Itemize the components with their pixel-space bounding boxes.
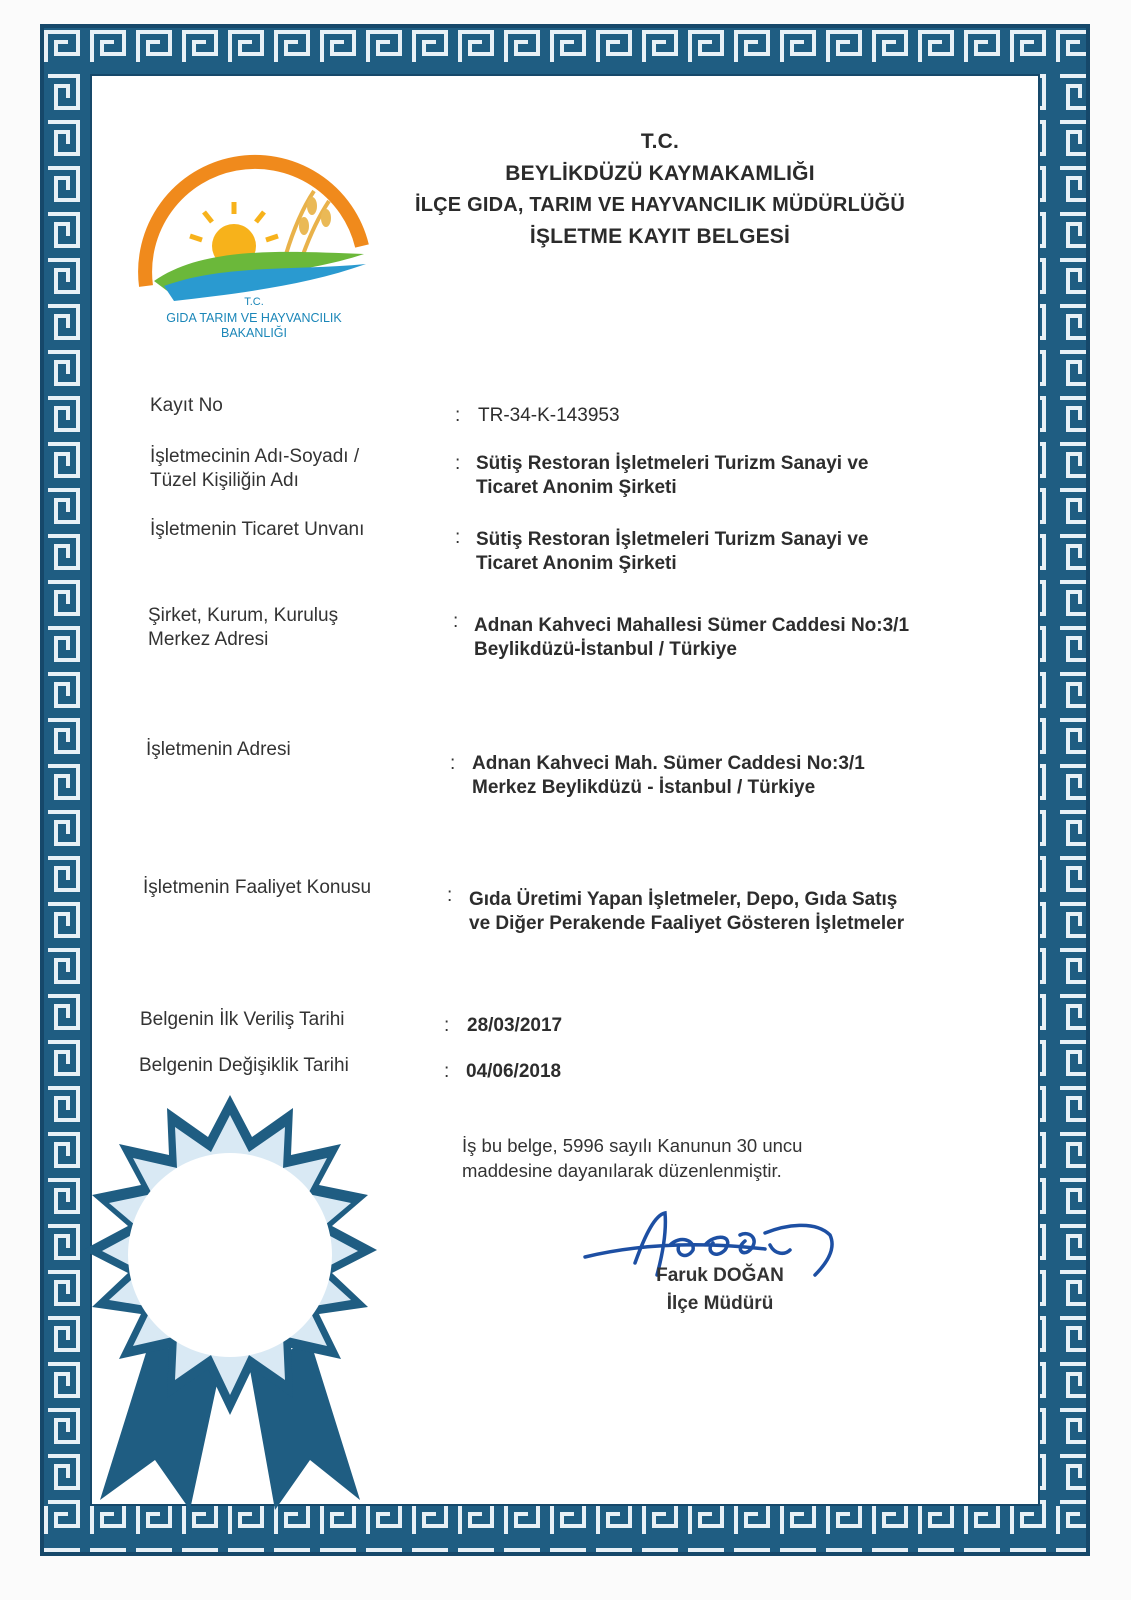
faaliyet-value-line1: Gıda Üretimi Yapan İşletmeler, Depo, Gıda Satış xyxy=(469,889,898,910)
faaliyet-value-line2: ve Diğer Perakende Faaliyet Gösteren İşletmeler xyxy=(469,913,905,934)
document-title: İŞLETME KAYIT BELGESİ xyxy=(529,225,791,248)
legal-note-line2: maddesine dayanılarak düzenlenmiştir. xyxy=(462,1160,782,1181)
faaliyet-value xyxy=(469,888,904,936)
kayit-no-label: Kayıt No xyxy=(150,395,223,416)
isletme-adresi-label: İşletmenin Adresi xyxy=(146,739,291,760)
logo-tc-text: T.C. xyxy=(244,296,264,308)
header-tc: T.C. xyxy=(640,130,680,153)
header-kaymakamlik: BEYLİKDÜZÜ KAYMAKAMLIĞI xyxy=(505,162,815,185)
merkez-adresi-label xyxy=(148,604,338,652)
faaliyet-colon: : xyxy=(447,885,453,906)
legal-note xyxy=(462,1133,802,1183)
degisiklik-colon: : xyxy=(444,1061,450,1082)
sun-wheat-logo-icon xyxy=(134,136,374,301)
ticaret-unvani-label: İşletmenin Ticaret Unvanı xyxy=(150,519,365,540)
merkez-adresi-label-line1: Şirket, Kurum, Kuruluş xyxy=(148,605,339,626)
isletmeci-value xyxy=(476,452,868,500)
ticaret-unvani-value-line1: Sütiş Restoran İşletmeleri Turizm Sanayi ve xyxy=(476,529,869,550)
ilk-verilis-label: Belgenin İlk Veriliş Tarihi xyxy=(140,1009,345,1030)
isletmeci-label xyxy=(150,445,359,493)
seal-rosette-icon xyxy=(60,1090,400,1510)
document-header xyxy=(380,130,940,257)
isletme-adresi-colon: : xyxy=(450,753,456,774)
isletme-adresi-value-line2: Merkez Beylikdüzü - İstanbul / Türkiye xyxy=(472,777,816,798)
degisiklik-label: Belgenin Değişiklik Tarihi xyxy=(139,1055,349,1076)
isletmeci-colon: : xyxy=(455,453,461,474)
merkez-adresi-value-line1: Adnan Kahveci Mahallesi Sümer Caddesi No:3/1 xyxy=(474,615,910,636)
isletmeci-value-line2: Ticaret Anonim Şirketi xyxy=(476,477,677,498)
ilk-verilis-value: 28/03/2017 xyxy=(467,1015,563,1036)
merkez-adresi-value-line2: Beylikdüzü-İstanbul / Türkiye xyxy=(474,639,737,660)
isletmeci-value-line1: Sütiş Restoran İşletmeleri Turizm Sanayi ve xyxy=(476,453,869,474)
signer-title: İlçe Müdürü xyxy=(666,1293,774,1314)
ticaret-unvani-value xyxy=(476,528,868,576)
kayit-no-value: TR-34-K-143953 xyxy=(478,405,620,426)
ticaret-unvani-value-line2: Ticaret Anonim Şirketi xyxy=(476,553,677,574)
merkez-adresi-colon: : xyxy=(453,611,459,632)
signer-block xyxy=(590,1262,850,1318)
isletmeci-label-line2: Tüzel Kişiliğin Adı xyxy=(150,470,299,491)
logo-bakanlik-text: BAKANLIĞI xyxy=(221,326,287,340)
isletmeci-label-line1: İşletmecinin Adı-Soyadı / xyxy=(150,446,360,467)
isletme-adresi-value xyxy=(472,752,865,800)
logo-ministry-text: GIDA TARIM VE HAYVANCILIK xyxy=(166,311,342,325)
isletme-adresi-value-line1: Adnan Kahveci Mah. Sümer Caddesi No:3/1 xyxy=(472,753,865,774)
ticaret-unvani-colon: : xyxy=(455,527,461,548)
header-mudurluk: İLÇE GIDA, TARIM VE HAYVANCILIK MÜDÜRLÜĞÜ xyxy=(414,194,906,216)
merkez-adresi-label-line2: Merkez Adresi xyxy=(148,629,269,650)
kayit-no-colon: : xyxy=(455,405,461,426)
ministry-logo xyxy=(134,136,374,356)
degisiklik-value: 04/06/2018 xyxy=(466,1061,562,1082)
legal-note-line1: İş bu belge, 5996 sayılı Kanunun 30 uncu xyxy=(462,1135,803,1156)
signer-name: Faruk DOĞAN xyxy=(656,1265,784,1286)
merkez-adresi-value xyxy=(474,614,909,662)
ilk-verilis-colon: : xyxy=(444,1015,450,1036)
faaliyet-label: İşletmenin Faaliyet Konusu xyxy=(143,877,372,898)
